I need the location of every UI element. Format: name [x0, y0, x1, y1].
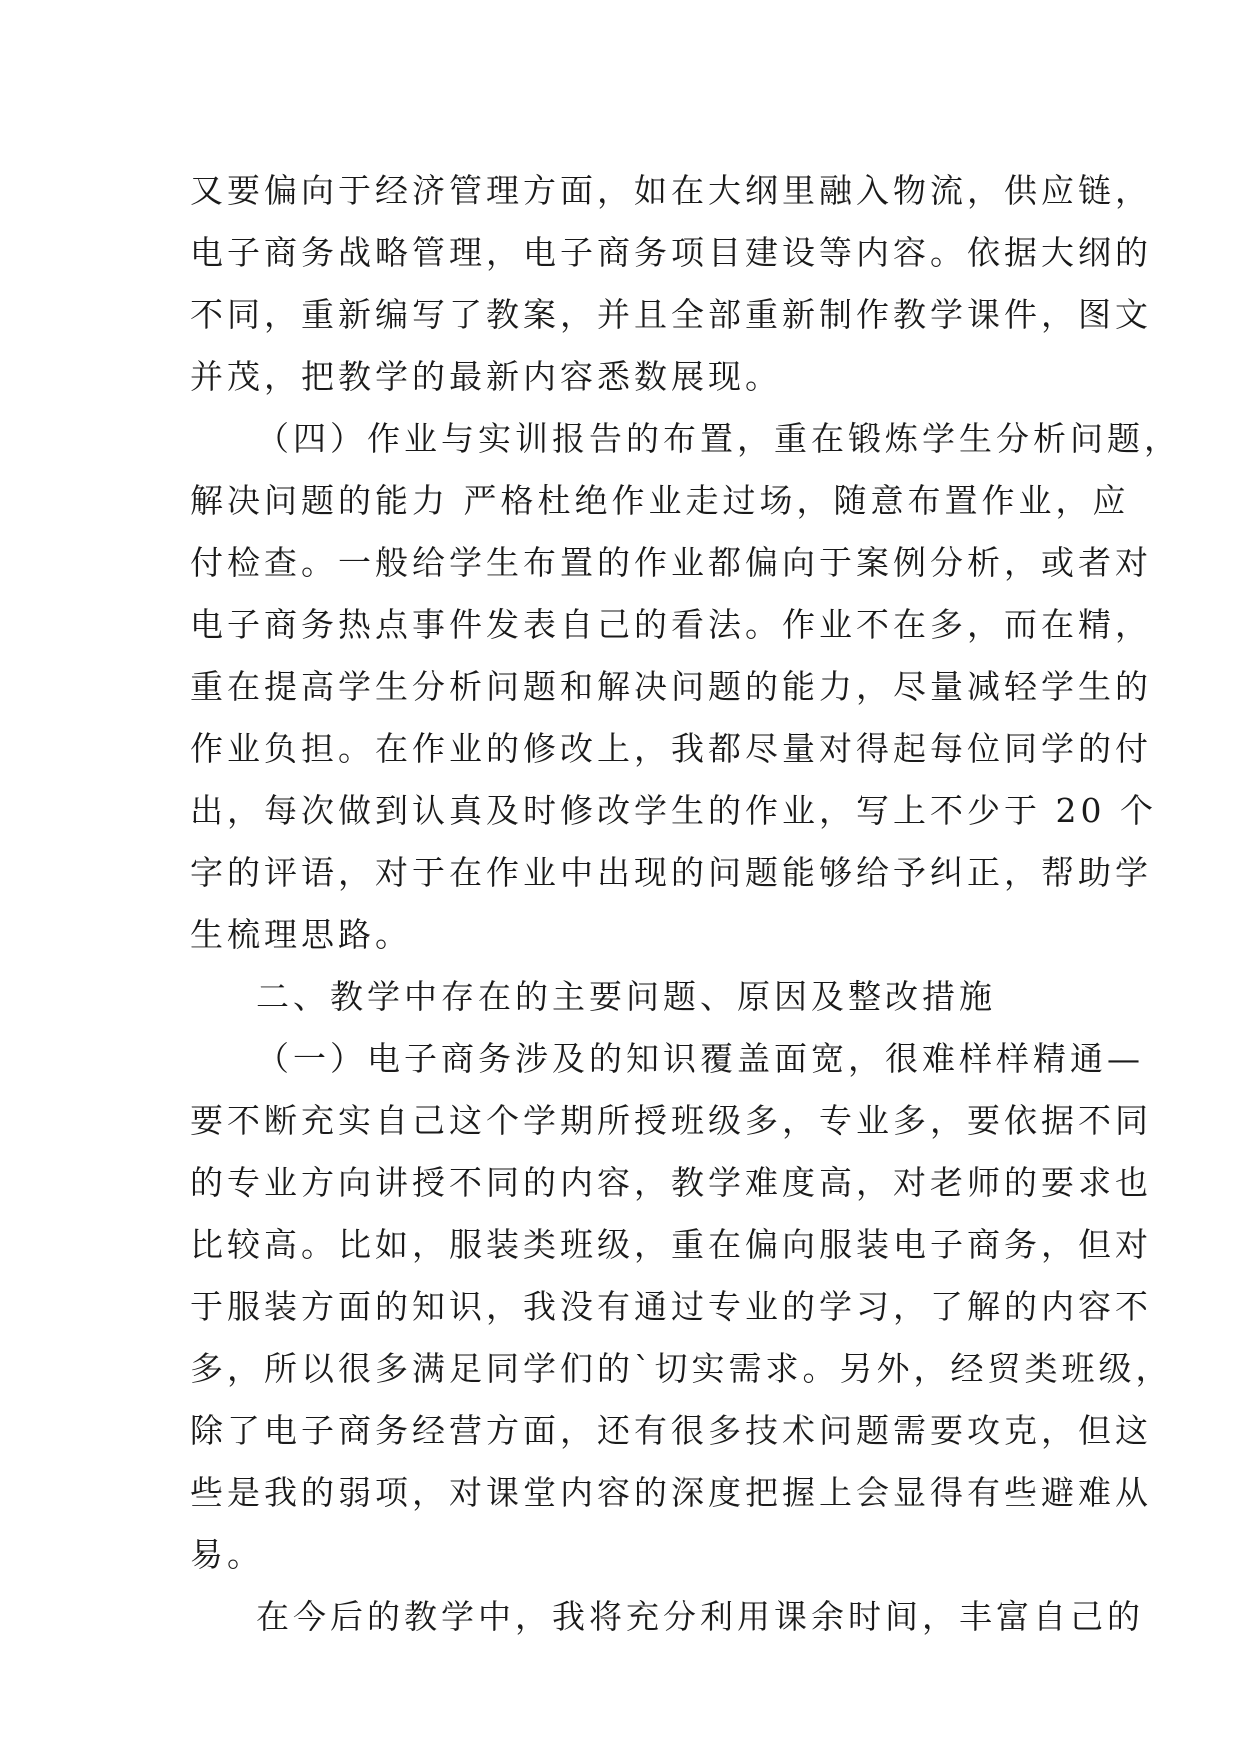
text-line: 作业负担。在作业的修改上，我都尽量对得起每位同学的付	[190, 729, 1152, 768]
text-line: 又要偏向于经济管理方面，如在大纲里融入物流，供应链，	[190, 171, 1152, 210]
text-line: 电子商务热点事件发表自己的看法。作业不在多，而在精，	[190, 605, 1152, 644]
section-heading-4: （四）作业与实训报告的布置，重在锻炼学生分析问题，	[256, 419, 1181, 458]
text-line: 些是我的弱项，对课堂内容的深度把握上会显得有些避难从	[190, 1473, 1152, 1512]
text-line: 解决问题的能力 严格杜绝作业走过场，随意布置作业，应	[190, 481, 1130, 520]
text-line: 付检查。一般给学生布置的作业都偏向于案例分析，或者对	[190, 543, 1152, 582]
text-line: 多，所以很多满足同学们的`切实需求。另外，经贸类班级，	[190, 1349, 1173, 1388]
text-line: 电子商务战略管理，电子商务项目建设等内容。依据大纲的	[190, 233, 1152, 272]
text-line: 比较高。比如，服装类班级，重在偏向服装电子商务，但对	[190, 1225, 1152, 1264]
text-line: 不同，重新编写了教案，并且全部重新制作教学课件，图文	[190, 295, 1152, 334]
text-line: 字的评语，对于在作业中出现的问题能够给予纠正，帮助学	[190, 853, 1152, 892]
text-line: 于服装方面的知识，我没有通过专业的学习，了解的内容不	[190, 1287, 1152, 1326]
text-line: 出，每次做到认真及时修改学生的作业，写上不少于 20 个	[190, 791, 1157, 830]
text-line: 在今后的教学中，我将充分利用课余时间，丰富自己的	[256, 1597, 1144, 1636]
text-line: 生梳理思路。	[190, 915, 412, 954]
text-line: 除了电子商务经营方面，还有很多技术问题需要攻克，但这	[190, 1411, 1152, 1450]
text-line: 要不断充实自己这个学期所授班级多，专业多，要依据不同	[190, 1101, 1152, 1140]
text-line: 的专业方向讲授不同的内容，教学难度高，对老师的要求也	[190, 1163, 1152, 1202]
subsection-heading-1: （一）电子商务涉及的知识覆盖面宽，很难样样精通—	[256, 1039, 1144, 1078]
text-line: 重在提高学生分析问题和解决问题的能力，尽量减轻学生的	[190, 667, 1152, 706]
body-text	[190, 160, 1181, 1648]
text-line: 并茂，把教学的最新内容悉数展现。	[190, 357, 782, 396]
text-line: 易。	[190, 1535, 264, 1574]
section-heading-2: 二、教学中存在的主要问题、原因及整改措施	[256, 977, 996, 1016]
